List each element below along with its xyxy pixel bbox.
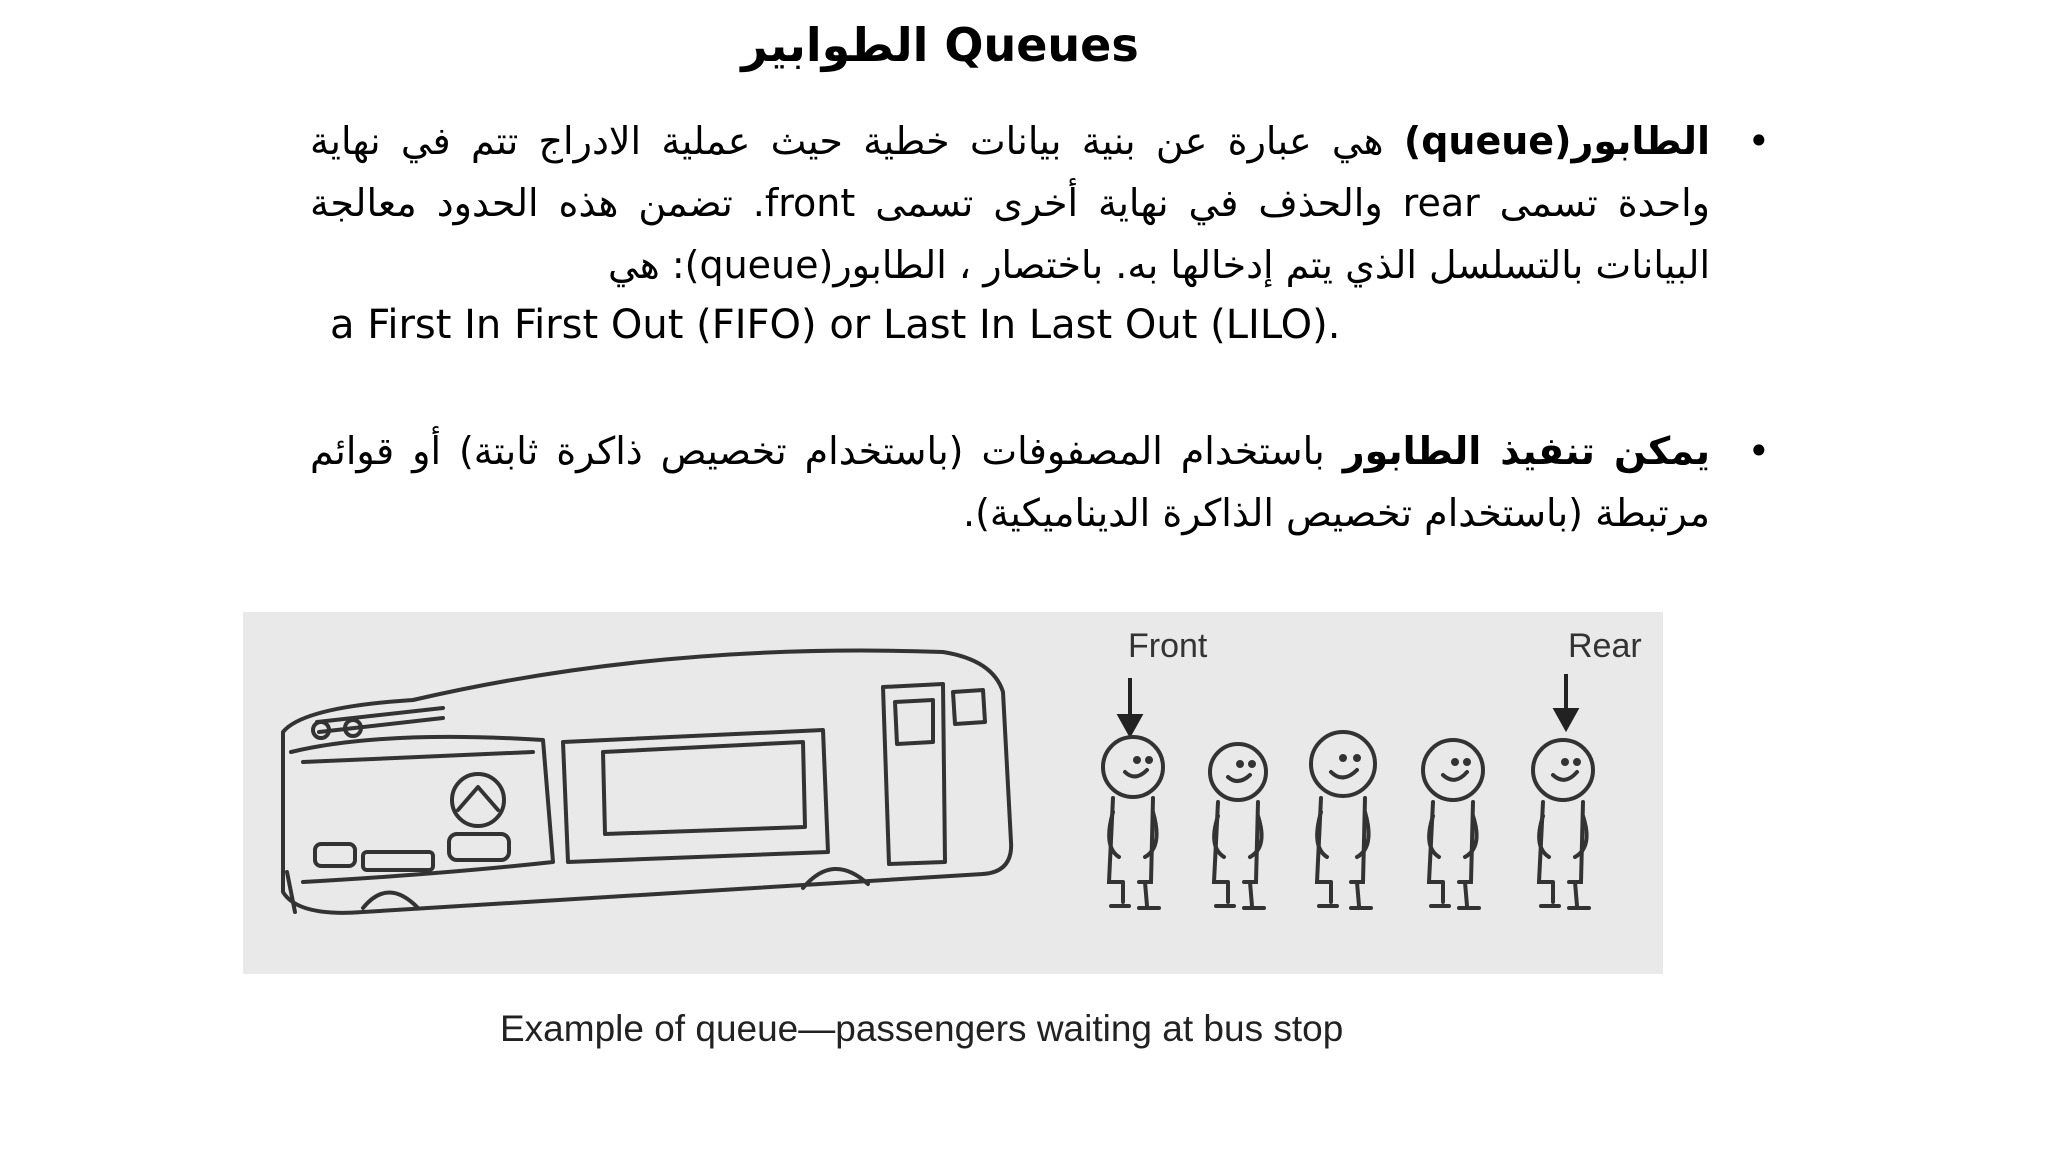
bullet-bold-lead: يمكن تنفيذ الطابور	[1342, 429, 1711, 473]
rear-arrow	[1556, 674, 1576, 728]
slide-title: الطوابير Queues	[741, 18, 1139, 72]
front-arrow	[1120, 678, 1140, 734]
bullet-implementation	[310, 420, 1770, 544]
bullet-text: باستخدام المصفوفات (باستخدام تخصيص ذاكرة ثابتة) أو قوائم مرتبطة (باستخدام تخصيص الذاكرة الديناميكية).	[310, 429, 1710, 535]
bullet-text: هي عبارة عن بنية بيانات خطية حيث عملية الادراج تتم في نهاية واحدة تسمى rear والحذف في نهاية أخرى تسمى front. تضمن هذه الحدود معالجة البيانات بالتسلسل الذي يتم إدخالها به. باختصار ، الطابور(queue): هي	[310, 119, 1711, 287]
bullet-definition	[310, 110, 1770, 296]
queue-people	[1103, 732, 1593, 908]
queue-illustration	[243, 612, 1663, 974]
rear-label: Rear	[1568, 627, 1642, 665]
bullet-bold-lead: الطابور(queue)	[1403, 119, 1710, 163]
bullet-dot: •	[1747, 119, 1770, 163]
front-label: Front	[1128, 627, 1208, 665]
bus-drawing	[283, 651, 1011, 913]
fifo-line: a First In First Out (FIFO) or Last In Last Out (LILO).	[330, 302, 1341, 348]
bullet-dot: •	[1747, 429, 1770, 473]
figure-caption: Example of queue—passengers waiting at bus stop	[500, 1008, 1344, 1049]
